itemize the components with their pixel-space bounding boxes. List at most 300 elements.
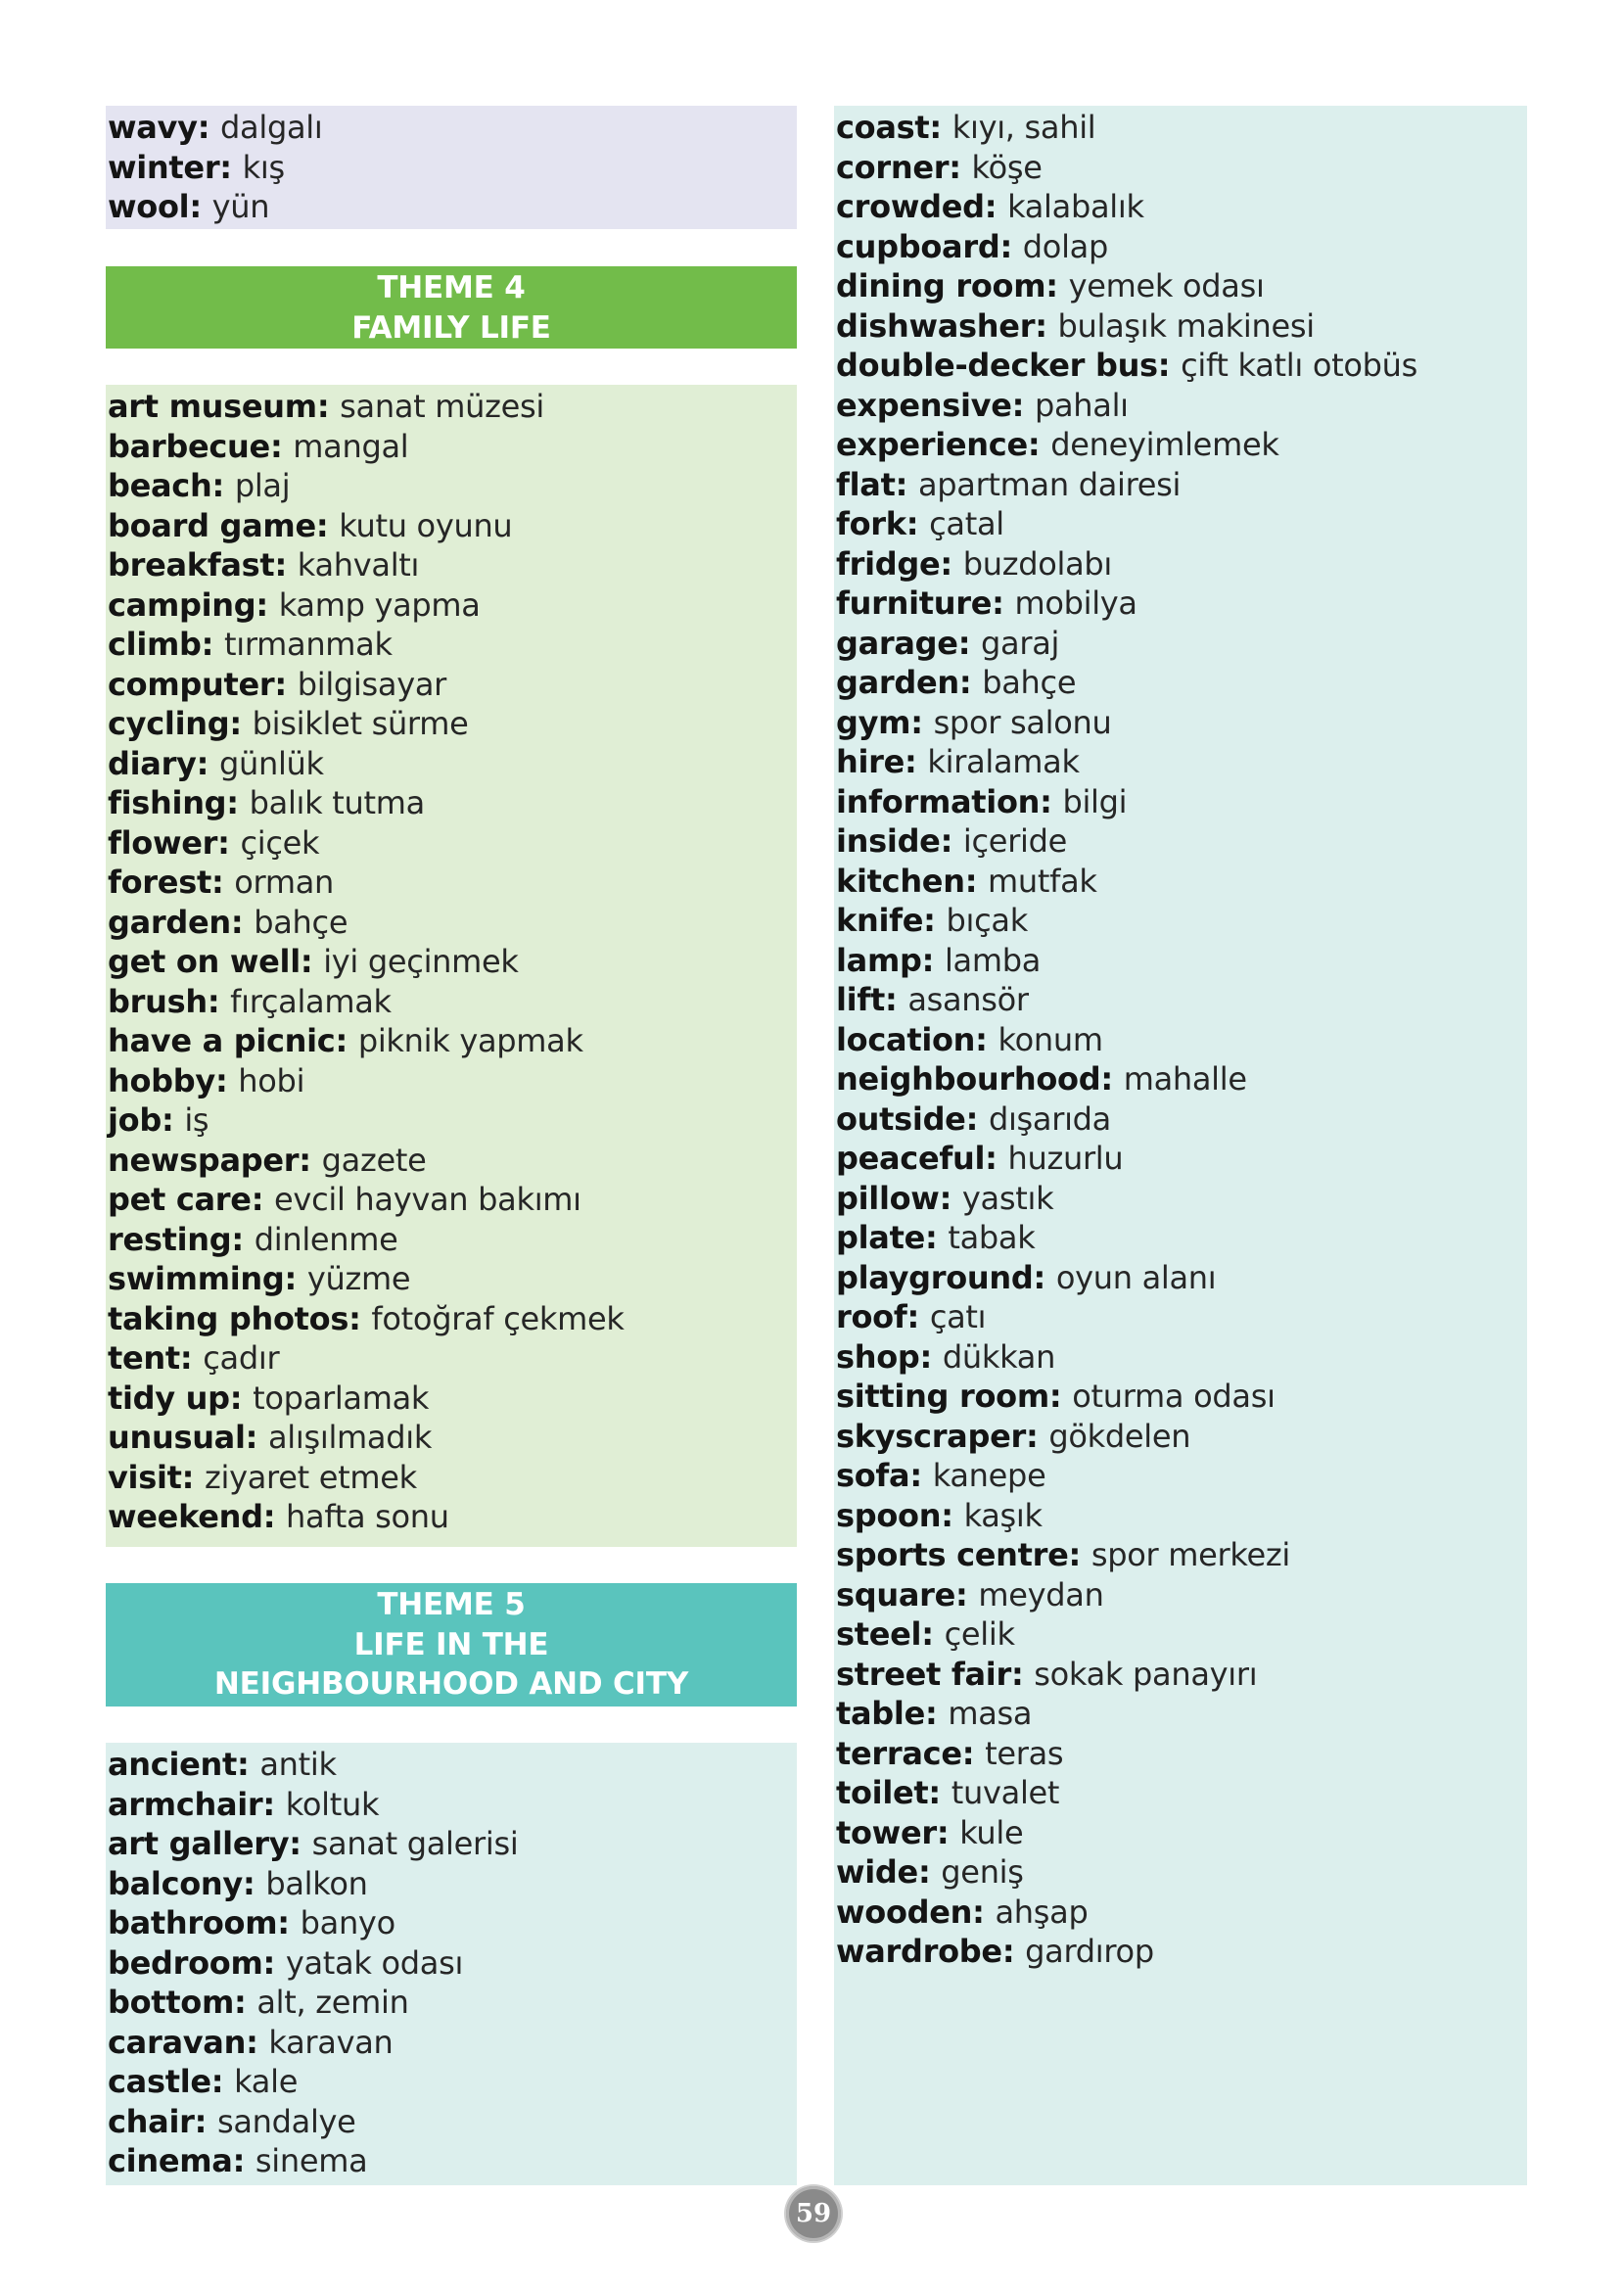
entry-term: flower	[108, 823, 218, 862]
entry-separator: :	[194, 2102, 217, 2140]
entry-term: art museum	[108, 388, 317, 425]
entry-separator: :	[909, 1457, 933, 1494]
glossary-entry	[836, 821, 1527, 862]
glossary-entry	[836, 782, 1527, 822]
entry-separator: :	[201, 626, 225, 663]
entry-separator: :	[1010, 1655, 1035, 1693]
theme4-number: THEME 4	[377, 270, 526, 305]
entry-term: caravan	[108, 2023, 247, 2061]
entry-separator: :	[179, 1339, 204, 1377]
entry-definition: dükkan	[942, 1337, 1056, 1376]
glossary-entry	[108, 1220, 797, 1260]
theme5-number: THEME 5	[377, 1587, 526, 1622]
entry-definition: oyun alanı	[1055, 1258, 1217, 1296]
entry-term: coast	[836, 109, 930, 146]
entry-separator: :	[214, 1061, 239, 1099]
entry-definition: tabak	[948, 1219, 1036, 1256]
glossary-entry	[836, 1020, 1527, 1060]
glossary-entry	[836, 1456, 1527, 1496]
glossary-entry	[836, 148, 1527, 188]
entry-separator: :	[161, 1101, 185, 1139]
entry-separator: :	[299, 1141, 322, 1179]
entry-definition: içeride	[962, 822, 1068, 860]
entry-definition: mutfak	[988, 862, 1097, 900]
theme4-header	[106, 266, 797, 349]
entry-separator: :	[1027, 426, 1051, 463]
entry-definition: dinlenme	[254, 1220, 398, 1258]
entry-separator: :	[924, 1219, 949, 1256]
entry-term: furniture	[836, 584, 993, 622]
glossary-entry	[836, 306, 1527, 347]
glossary-entry	[108, 1864, 797, 1904]
entry-separator: :	[1001, 1933, 1026, 1970]
entry-term: lamp	[836, 941, 922, 979]
entry-definition: lamba	[944, 941, 1042, 979]
entry-term: sitting room	[836, 1378, 1049, 1415]
entry-term: tidy up	[108, 1379, 230, 1417]
entry-term: garden	[108, 903, 231, 941]
entry-definition: kiralamak	[927, 743, 1080, 780]
entry-definition: fotoğraf çekmek	[371, 1299, 625, 1337]
glossary-entry	[836, 1893, 1527, 1933]
glossary-entry	[836, 980, 1527, 1020]
entry-separator: :	[972, 1893, 996, 1931]
entry-definition: hafta sonu	[286, 1498, 449, 1535]
entry-separator: :	[999, 227, 1023, 265]
glossary-entry	[108, 466, 797, 506]
glossary-entry	[836, 584, 1527, 624]
glossary-entry	[108, 387, 797, 427]
entry-separator: :	[964, 862, 989, 900]
entry-separator: :	[262, 1943, 286, 1982]
entry-term: square	[836, 1575, 956, 1613]
entry-term: corner	[836, 148, 950, 186]
entry-separator: :	[895, 465, 918, 503]
entry-definition: çatı	[929, 1298, 987, 1335]
entry-definition: garaj	[981, 624, 1060, 662]
entry-definition: masa	[948, 1695, 1033, 1732]
glossary-entry	[836, 624, 1527, 664]
entry-separator: :	[231, 1220, 255, 1258]
glossary-entry	[108, 2023, 797, 2063]
entry-separator: :	[196, 744, 219, 782]
entry-separator: :	[255, 585, 279, 624]
entry-term: street fair	[836, 1655, 1011, 1693]
entry-term: plate	[836, 1219, 925, 1256]
entry-definition: dışarıda	[988, 1099, 1111, 1138]
entry-separator: :	[905, 505, 930, 542]
entry-term: bottom	[108, 1984, 235, 2021]
entry-definition: tırmanmak	[224, 626, 393, 663]
glossary-entry	[108, 1299, 797, 1339]
entry-term: expensive	[836, 386, 1012, 424]
entry-term: sofa	[836, 1457, 910, 1494]
entry-separator: :	[315, 506, 340, 544]
theme5-title-line1: LIFE IN THE	[353, 1626, 549, 1662]
entry-separator: :	[1157, 347, 1182, 384]
entry-separator: :	[924, 1695, 949, 1732]
glossary-entry	[108, 1458, 797, 1498]
entry-definition: kanepe	[932, 1457, 1046, 1494]
entry-separator: :	[928, 1774, 951, 1811]
entry-definition: tuvalet	[951, 1774, 1060, 1811]
entry-definition: pahalı	[1034, 386, 1129, 424]
entry-definition: kule	[959, 1813, 1024, 1851]
glossary-entry	[108, 704, 797, 744]
entry-separator: :	[289, 1825, 312, 1862]
entry-definition: koltuk	[285, 1785, 380, 1823]
glossary-entry	[836, 227, 1527, 267]
entry-separator: :	[919, 1337, 943, 1376]
entry-separator: :	[274, 546, 298, 584]
entry-separator: :	[300, 943, 324, 980]
entry-term: visit	[108, 1458, 182, 1496]
glossary-entry	[108, 1745, 797, 1785]
glossary-entry	[836, 504, 1527, 544]
page-number: 59	[786, 2186, 841, 2241]
glossary-entry	[108, 1785, 797, 1825]
entry-separator: :	[965, 1099, 989, 1138]
entry-separator: :	[921, 941, 945, 979]
entry-separator: :	[957, 624, 982, 662]
glossary-entry	[836, 1139, 1527, 1179]
entry-definition: spor merkezi	[1090, 1536, 1290, 1573]
glossary-entry	[108, 783, 797, 823]
entry-definition: asansör	[907, 981, 1029, 1018]
entry-term: newspaper	[108, 1141, 300, 1179]
glossary-entry	[836, 1813, 1527, 1853]
entry-definition: plaj	[234, 467, 291, 504]
glossary-entry	[108, 2102, 797, 2142]
entry-term: cycling	[108, 705, 230, 742]
entry-term: flat	[836, 465, 896, 503]
entry-definition: balık tutma	[249, 784, 425, 821]
theme5-right-block	[834, 106, 1527, 2185]
entry-definition: sanat müzesi	[340, 388, 544, 425]
glossary-entry	[836, 1417, 1527, 1457]
entry-term: neighbourhood	[836, 1060, 1101, 1098]
entry-separator: :	[210, 2063, 235, 2100]
entry-definition: yün	[211, 188, 270, 225]
glossary-entry	[108, 1338, 797, 1379]
entry-definition: sokak panayırı	[1034, 1655, 1258, 1693]
entry-term: garage	[836, 624, 958, 662]
entry-separator: :	[941, 1496, 964, 1534]
entry-definition: bahçe	[982, 664, 1077, 701]
entry-separator: :	[1048, 1378, 1073, 1415]
entry-definition: gökdelen	[1048, 1417, 1191, 1455]
entry-term: knife	[836, 902, 924, 939]
entry-definition: kutu oyunu	[339, 506, 513, 544]
theme4-list	[108, 387, 797, 1537]
theme4-block	[106, 385, 797, 1547]
entry-definition: fırçalamak	[230, 982, 392, 1020]
entry-term: tower	[836, 1813, 937, 1851]
theme4-title: FAMILY LIFE	[351, 309, 551, 346]
entry-separator: :	[955, 1575, 979, 1613]
glossary-entry	[836, 1099, 1527, 1140]
glossary-entry	[836, 108, 1527, 148]
entry-separator: :	[1045, 267, 1069, 304]
entry-term: hobby	[108, 1061, 215, 1099]
glossary-entry	[108, 1021, 797, 1061]
entry-term: wardrobe	[836, 1933, 1002, 1970]
theme3-tail-list	[108, 108, 797, 227]
entry-term: camping	[108, 585, 256, 624]
entry-separator: :	[1033, 1258, 1056, 1296]
entry-definition: mangal	[293, 427, 409, 465]
entry-separator: :	[985, 1140, 1008, 1177]
entry-separator: :	[940, 822, 963, 860]
glossary-entry	[836, 862, 1527, 902]
glossary-entry	[108, 1943, 797, 1984]
entry-term: brush	[108, 982, 208, 1020]
entry-separator: :	[929, 109, 952, 146]
entry-definition: iyi geçinmek	[323, 943, 519, 980]
entry-definition: mobilya	[1014, 584, 1137, 622]
entry-separator: :	[262, 1498, 287, 1535]
theme3-tail-block	[106, 106, 797, 229]
glossary-entry	[836, 266, 1527, 306]
glossary-entry	[108, 1180, 797, 1220]
entry-definition: alt, zemin	[256, 1984, 409, 2021]
entry-separator: :	[335, 1022, 358, 1059]
entry-separator: :	[939, 1179, 962, 1217]
entry-definition: teras	[985, 1734, 1064, 1772]
entry-separator: :	[246, 2023, 269, 2061]
entry-separator: :	[316, 388, 341, 425]
entry-term: weekend	[108, 1498, 263, 1535]
glossary-entry	[108, 2062, 797, 2102]
glossary-entry	[108, 108, 797, 148]
entry-separator: :	[207, 982, 231, 1020]
entry-separator: :	[197, 109, 221, 146]
entry-separator: :	[921, 1615, 945, 1653]
entry-definition: yastık	[961, 1179, 1054, 1217]
entry-definition: çift katlı otobüs	[1181, 347, 1417, 384]
entry-term: roof	[836, 1298, 907, 1335]
entry-separator: :	[884, 981, 908, 1018]
entry-term: diary	[108, 744, 197, 782]
glossary-entry	[836, 1337, 1527, 1378]
entry-term: skyscraper	[836, 1417, 1026, 1455]
entry-definition: toparlamak	[253, 1379, 430, 1417]
entry-term: wool	[108, 188, 190, 225]
glossary-entry	[108, 585, 797, 626]
entry-term: wavy	[108, 109, 198, 146]
entry-separator: :	[217, 823, 241, 862]
entry-definition: sanat galerisi	[311, 1825, 519, 1862]
glossary-entry	[108, 545, 797, 585]
entry-definition: karavan	[268, 2023, 394, 2061]
entry-definition: deneyimlemek	[1050, 426, 1279, 463]
glossary-entry	[836, 1734, 1527, 1774]
entry-term: cinema	[108, 2142, 233, 2179]
glossary-entry	[836, 1655, 1527, 1695]
glossary-entry	[108, 863, 797, 903]
entry-definition: antik	[259, 1746, 337, 1783]
entry-term: barbecue	[108, 427, 270, 465]
entry-definition: gazete	[321, 1141, 427, 1179]
entry-separator: :	[230, 903, 255, 941]
entry-definition: mahalle	[1123, 1060, 1247, 1098]
entry-definition: kahvaltı	[297, 546, 420, 584]
entry-definition: bilgi	[1062, 782, 1128, 820]
entry-definition: dolap	[1022, 227, 1108, 265]
entry-term: get on well	[108, 943, 301, 980]
entry-term: table	[836, 1695, 925, 1732]
entry-separator: :	[229, 1379, 254, 1417]
entry-definition: hobi	[238, 1061, 305, 1099]
entry-separator: :	[242, 1864, 266, 1902]
entry-definition: apartman dairesi	[917, 465, 1182, 503]
glossary-entry	[836, 1575, 1527, 1615]
glossary-entry	[108, 1824, 797, 1864]
entry-separator: :	[1035, 306, 1058, 345]
glossary-entry	[836, 1614, 1527, 1655]
entry-definition: kaşık	[963, 1496, 1043, 1534]
glossary-entry	[108, 148, 797, 188]
entry-term: fork	[836, 505, 906, 542]
entry-separator: :	[1040, 782, 1063, 820]
entry-definition: bıçak	[946, 902, 1028, 939]
entry-term: armchair	[108, 1785, 263, 1823]
entry-term: ancient	[108, 1746, 237, 1783]
glossary-entry	[836, 1297, 1527, 1337]
entry-definition: orman	[234, 864, 335, 901]
entry-separator: :	[905, 743, 928, 780]
entry-definition: buzdolabı	[962, 544, 1113, 583]
entry-definition: piknik yapmak	[357, 1022, 583, 1059]
entry-definition: yatak odası	[285, 1943, 464, 1982]
entry-separator: :	[1100, 1060, 1124, 1098]
entry-separator: :	[232, 2142, 255, 2179]
glossary-entry	[108, 506, 797, 546]
entry-separator: :	[234, 1984, 257, 2021]
entry-definition: bahçe	[254, 903, 348, 941]
entry-definition: bulaşık makinesi	[1057, 306, 1315, 345]
theme5-left-block	[106, 1743, 797, 2185]
entry-term: toilet	[836, 1774, 929, 1811]
glossary-entry	[108, 942, 797, 982]
glossary-entry	[108, 1061, 797, 1101]
entry-definition: kıyı, sahil	[951, 109, 1096, 146]
glossary-entry	[836, 425, 1527, 465]
entry-separator: :	[992, 584, 1015, 622]
entry-term: unusual	[108, 1419, 246, 1456]
entry-separator: :	[262, 1785, 286, 1823]
entry-term: pillow	[836, 1179, 940, 1217]
entry-definition: yüzme	[306, 1260, 411, 1297]
entry-term: art gallery	[108, 1825, 290, 1862]
glossary-entry	[108, 665, 797, 705]
glossary-entry	[108, 1100, 797, 1141]
entry-term: have a picnic	[108, 1022, 336, 1059]
glossary-entry	[836, 742, 1527, 782]
entry-definition: oturma odası	[1072, 1378, 1276, 1415]
entry-term: dishwasher	[836, 306, 1036, 345]
entry-term: steel	[836, 1615, 922, 1653]
entry-definition: evcil hayvan bakımı	[274, 1181, 581, 1218]
entry-definition: alışılmadık	[267, 1419, 433, 1456]
glossary-entry	[836, 1694, 1527, 1734]
entry-definition: ahşap	[995, 1893, 1089, 1931]
entry-term: job	[108, 1101, 162, 1139]
glossary-entry	[836, 1377, 1527, 1417]
entry-definition: ziyaret etmek	[205, 1458, 417, 1496]
entry-term: hire	[836, 743, 905, 780]
entry-term: chair	[108, 2102, 195, 2140]
entry-term: crowded	[836, 188, 985, 225]
glossary-entry	[108, 1141, 797, 1181]
glossary-entry	[836, 346, 1527, 386]
entry-term: computer	[108, 665, 275, 703]
entry-separator: :	[949, 148, 972, 186]
theme5-right-list	[836, 108, 1527, 1972]
entry-definition: sandalye	[216, 2102, 356, 2140]
glossary-entry	[108, 625, 797, 665]
entry-term: tent	[108, 1339, 180, 1377]
entry-term: fridge	[836, 544, 941, 583]
entry-term: wide	[836, 1853, 918, 1891]
entry-separator: :	[237, 1746, 260, 1783]
entry-term: fishing	[108, 784, 227, 821]
entry-separator: :	[923, 902, 947, 939]
entry-definition: çiçek	[240, 823, 320, 862]
entry-term: peaceful	[836, 1140, 986, 1177]
glossary-entry	[836, 1932, 1527, 1972]
entry-term: outside	[836, 1099, 966, 1138]
glossary-entry	[836, 544, 1527, 584]
entry-term: bathroom	[108, 1904, 278, 1941]
entry-term: lift	[836, 981, 885, 1018]
glossary-entry	[836, 941, 1527, 981]
entry-definition: çatal	[929, 505, 1004, 542]
entry-term: wooden	[836, 1893, 973, 1931]
entry-term: climb	[108, 626, 202, 663]
entry-separator: :	[984, 188, 1008, 225]
glossary-entry	[836, 187, 1527, 227]
entry-definition: kalabalık	[1007, 188, 1144, 225]
theme5-left-list	[108, 1745, 797, 2181]
entry-separator: :	[181, 1458, 205, 1496]
entry-separator: :	[1011, 386, 1035, 424]
entry-definition: balkon	[265, 1864, 368, 1902]
glossary-entry	[108, 1418, 797, 1458]
entry-term: swimming	[108, 1260, 285, 1297]
entry-term: breakfast	[108, 546, 275, 584]
entry-separator: :	[226, 784, 250, 821]
entry-term: gym	[836, 703, 911, 741]
glossary-entry	[108, 187, 797, 227]
entry-separator: :	[269, 427, 294, 465]
entry-definition: konum	[998, 1020, 1103, 1058]
entry-term: spoon	[836, 1496, 942, 1534]
glossary-entry	[836, 386, 1527, 426]
entry-definition: banyo	[300, 1904, 395, 1941]
entry-separator: :	[189, 188, 212, 225]
entry-term: cupboard	[836, 227, 1000, 265]
theme5-title-line2: NEIGHBOURHOOD AND CITY	[213, 1666, 689, 1702]
glossary-entry	[108, 1497, 797, 1537]
glossary-entry	[836, 1059, 1527, 1099]
entry-term: dining room	[836, 267, 1046, 304]
entry-definition: günlük	[218, 744, 324, 782]
entry-definition: gardırop	[1025, 1933, 1154, 1970]
glossary-entry	[836, 1535, 1527, 1575]
entry-separator: :	[229, 705, 253, 742]
entry-separator: :	[910, 703, 934, 741]
